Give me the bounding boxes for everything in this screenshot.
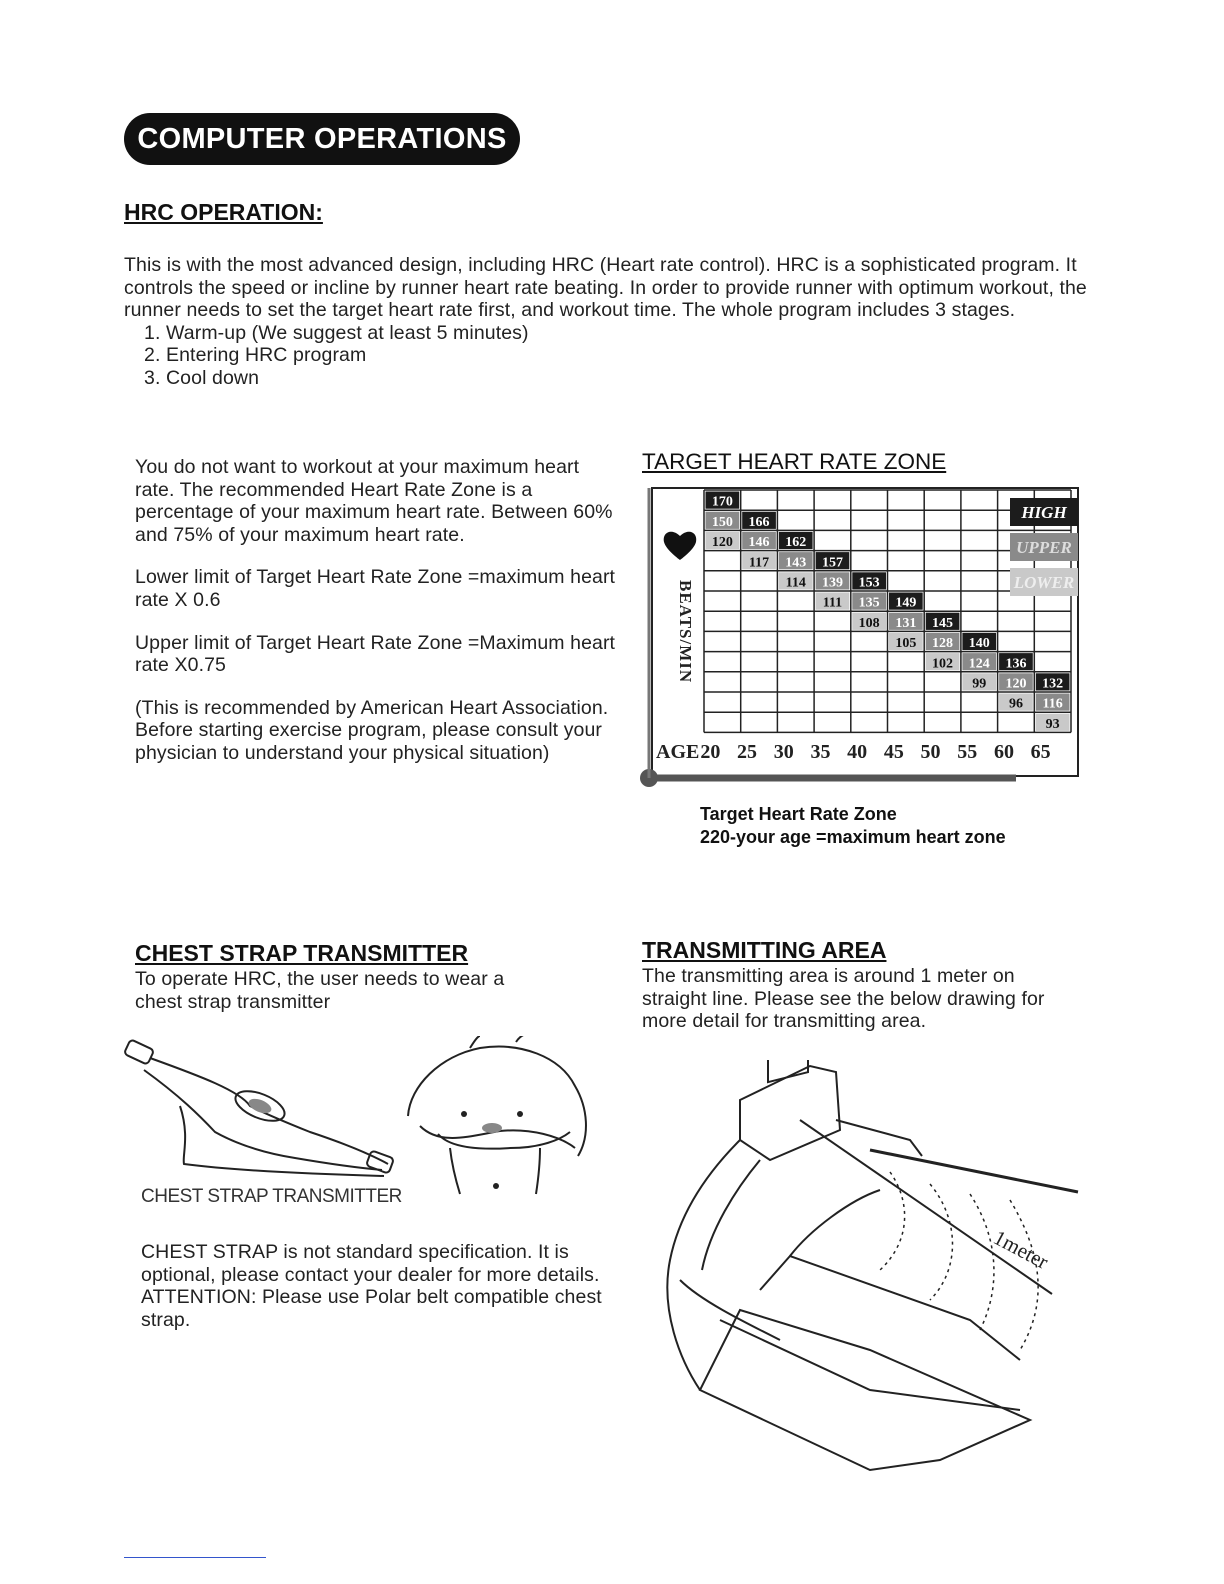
chest-heading: CHEST STRAP TRANSMITTER <box>135 940 469 966</box>
legend-lower: LOWER <box>1013 573 1075 592</box>
stage-item: 3. Cool down <box>166 367 1114 390</box>
zone-value-high: 153 <box>858 575 880 591</box>
zone-value-lower: 105 <box>895 636 917 652</box>
zone-value-high: 157 <box>821 555 843 571</box>
age-tick: 55 <box>957 741 978 763</box>
age-tick: 25 <box>737 741 758 763</box>
aha-note: (This is recommended by American Heart Association. Before starting exercise program, please consult your physician to understand your physical situation) <box>135 696 609 764</box>
chart-caption <box>700 803 1006 848</box>
lower-limit-formula: Lower limit of Target Heart Rate Zone =maximum heart rate X 0.6 <box>135 566 616 611</box>
age-tick: 40 <box>847 741 868 763</box>
heart-rate-chart <box>636 482 1086 794</box>
range-line-upper <box>870 1150 1078 1192</box>
caption-line-2: 220-your age =maximum heart zone <box>700 826 1006 847</box>
age-label: AGE <box>656 741 700 763</box>
zone-value-upper: 131 <box>895 615 917 631</box>
y-axis-label: BEATS/MIN <box>676 580 695 684</box>
stage-item: 2. Entering HRC program <box>166 344 1114 367</box>
zone-value-lower: 99 <box>972 676 987 692</box>
zone-value-lower: 108 <box>858 615 880 631</box>
upper-limit-formula: Upper limit of Target Heart Rate Zone =Maximum heart rate X0.75 <box>135 631 616 677</box>
zone-value-high: 132 <box>1042 676 1064 692</box>
chest-text: To operate HRC, the user needs to wear a chest strap transmitter <box>135 968 505 1013</box>
age-tick: 20 <box>700 741 721 763</box>
zone-value-high: 149 <box>895 595 917 611</box>
age-tick: 30 <box>773 741 794 763</box>
age-tick: 35 <box>810 741 831 763</box>
zone-value-upper: 146 <box>748 535 770 551</box>
zone-value-lower: 120 <box>711 535 733 551</box>
caption-line-1: Target Heart Rate Zone <box>700 804 897 824</box>
zone-value-upper: 128 <box>932 636 954 652</box>
zone-value-high: 136 <box>1005 656 1027 672</box>
stages-list <box>124 322 1114 390</box>
zone-value-high: 140 <box>968 636 990 652</box>
chest-attention: ATTENTION: Please use Polar belt compatible chest strap. <box>141 1286 602 1331</box>
footer-rule <box>124 1557 266 1558</box>
transmit-text: The transmitting area is around 1 meter on straight line. Please see the below drawing for more detail for transmitting area. <box>642 965 1045 1033</box>
legend-high: HIGH <box>1021 503 1067 522</box>
zone-value-lower: 96 <box>1008 696 1023 712</box>
legend-upper: UPPER <box>1016 538 1072 557</box>
zone-value-high: 166 <box>748 514 770 530</box>
chest-strap-illustration <box>120 1036 600 1196</box>
zone-value-upper: 124 <box>968 656 990 672</box>
zone-value-lower: 111 <box>822 595 843 611</box>
age-tick: 50 <box>920 741 941 763</box>
section-title-pill: COMPUTER OPERATIONS <box>124 113 520 165</box>
zone-value-lower: 114 <box>785 575 806 591</box>
chest-figure-label: CHEST STRAP TRANSMITTER <box>141 1186 402 1207</box>
zone-value-high: 145 <box>932 615 954 631</box>
chart-heading: TARGET HEART RATE ZONE <box>642 449 947 474</box>
zone-value-upper: 139 <box>821 575 843 591</box>
treadmill-illustration <box>640 1060 1084 1484</box>
chest-notes <box>141 1241 613 1331</box>
distance-label: 1meter <box>989 1225 1053 1274</box>
zone-value-lower: 93 <box>1045 716 1060 732</box>
stage-item: 1. Warm-up (We suggest at least 5 minutes) <box>166 322 1114 345</box>
hrc-intro-block <box>124 254 1114 390</box>
transmit-heading: TRANSMITTING AREA <box>642 937 887 963</box>
zone-value-high: 162 <box>785 535 807 551</box>
zone-value-lower: 102 <box>932 656 954 672</box>
zone-value-upper: 135 <box>858 595 880 611</box>
zone-explanation <box>135 456 617 785</box>
hrc-heading: HRC OPERATION: <box>124 199 323 225</box>
zone-value-upper: 120 <box>1005 676 1027 692</box>
chest-note: CHEST STRAP is not standard specification. It is optional, please contact your dealer for more details. <box>141 1241 600 1286</box>
zone-value-high: 170 <box>711 494 733 510</box>
zone-value-upper: 143 <box>785 555 807 571</box>
age-tick: 60 <box>993 741 1014 763</box>
zone-paragraph: You do not want to workout at your maximum heart rate. The recommended Heart Rate Zone is a percentage of your maximum heart rate. Between 60% and 75% of your maximum heart rate. <box>135 456 613 546</box>
zone-value-upper: 116 <box>1042 696 1063 712</box>
age-tick: 45 <box>883 741 904 763</box>
zone-value-lower: 117 <box>748 555 770 571</box>
hrc-intro: This is with the most advanced design, including HRC (Heart rate control). HRC is a sophisticated program. It controls the speed or incline by runner heart rate beating. In order to provide runner with optimum workout, the runner needs to set the target heart rate first, and workout time. The whole program includes 3 stages. <box>124 254 1087 322</box>
zone-value-upper: 150 <box>711 514 733 530</box>
age-tick: 65 <box>1030 741 1051 763</box>
